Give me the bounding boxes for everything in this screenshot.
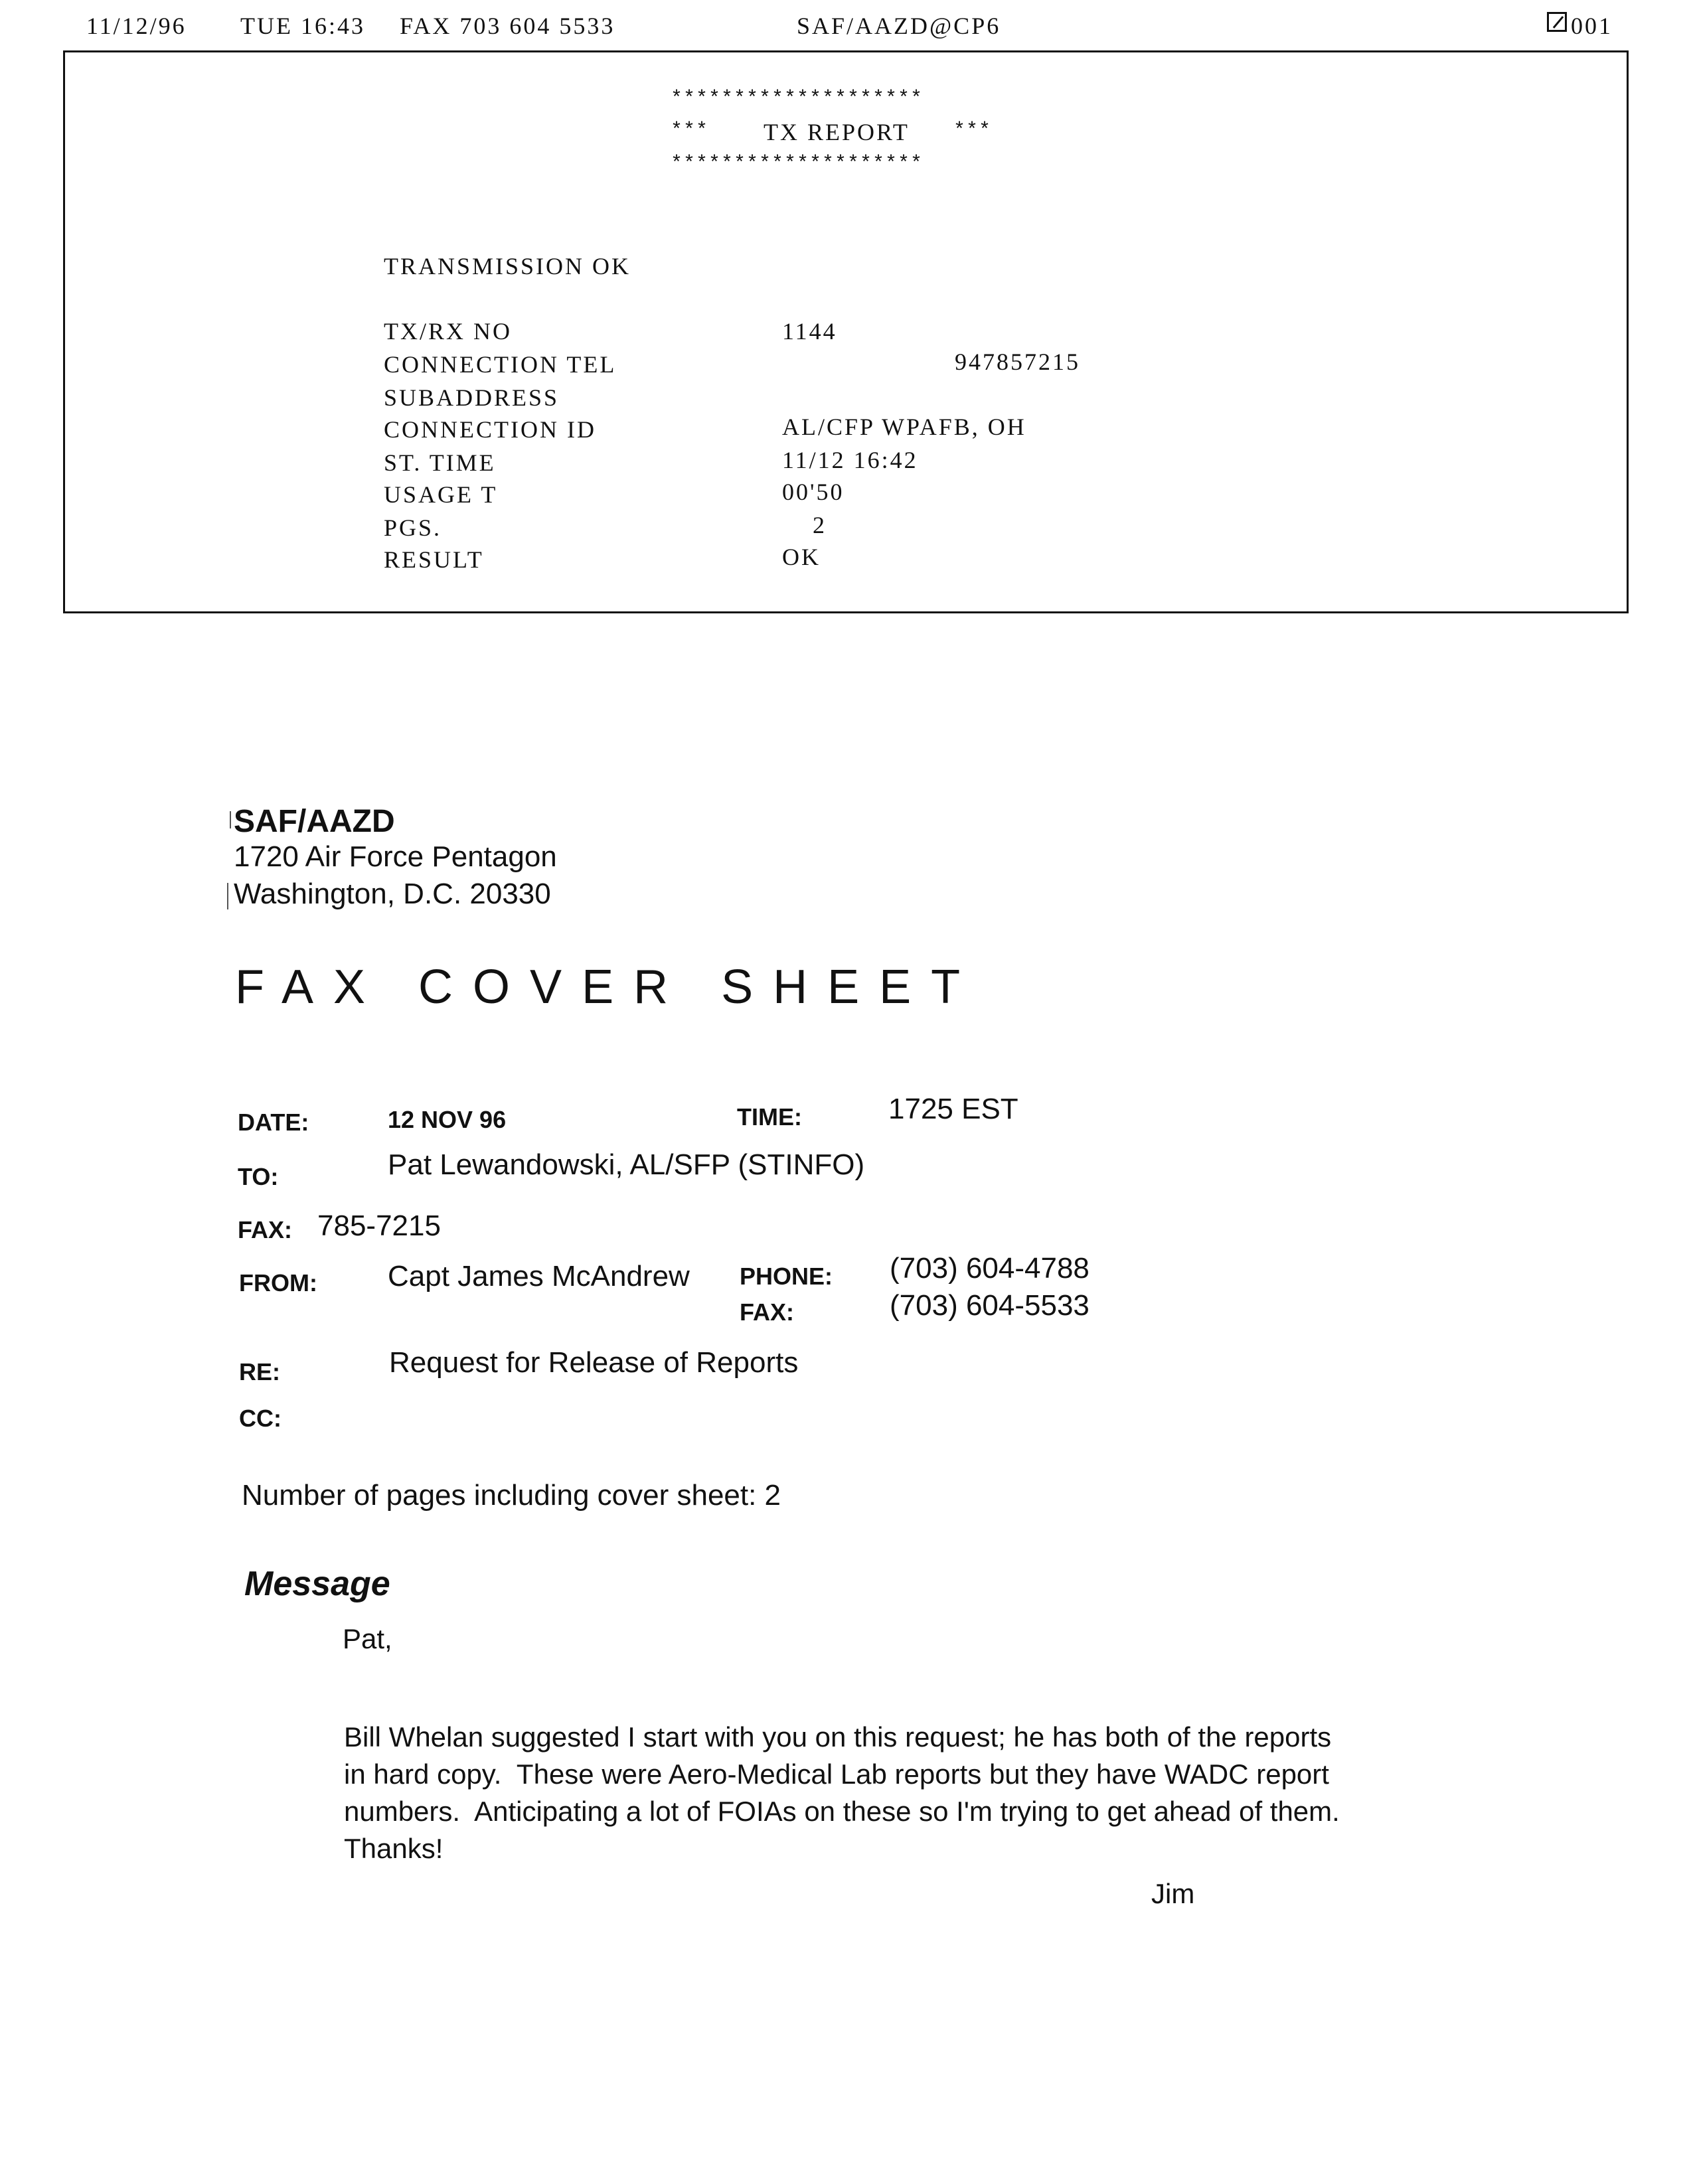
message-heading: Message <box>244 1565 390 1603</box>
tx-report-title-stars-right: *** <box>953 119 992 142</box>
tx-row-label: RESULT <box>384 546 484 573</box>
tx-row-value: 947857215 <box>955 349 1080 375</box>
message-line: numbers. Anticipating a lot of FOIAs on these so I'm trying to get ahead of them. <box>344 1796 1340 1827</box>
fax-label: FAX: <box>238 1216 293 1243</box>
fax-header-fax-number: FAX 703 604 5533 <box>400 13 615 39</box>
time-value: 1725 EST <box>888 1093 1018 1125</box>
sender-org: SAF/AAZD <box>234 804 395 839</box>
re-label: RE: <box>239 1358 280 1385</box>
tx-report-stars-top: ******************** <box>671 88 924 110</box>
fax-header-day-time: TUE 16:43 <box>240 13 365 39</box>
sender-address-line2: Washington, D.C. 20330 <box>234 878 551 910</box>
tx-report-title-stars-left: *** <box>671 119 709 142</box>
from-fax-value: (703) 604-5533 <box>890 1289 1089 1322</box>
tx-report-title: TX REPORT <box>764 119 910 145</box>
message-line: Thanks! <box>344 1833 443 1864</box>
tx-row-value: 11/12 16:42 <box>782 447 918 473</box>
re-value: Request for Release of Reports <box>389 1346 799 1379</box>
page-title: FAX COVER SHEET <box>235 961 981 1014</box>
tx-row-label: CONNECTION ID <box>384 416 596 443</box>
tx-row-value: 1144 <box>782 318 837 345</box>
tx-row-value: AL/CFP WPAFB, OH <box>782 414 1026 440</box>
fax-value: 785-7215 <box>317 1209 441 1242</box>
fax-header-page-no: 001 <box>1571 13 1613 39</box>
page-check-icon <box>1547 12 1567 32</box>
message-line: in hard copy. These were Aero-Medical Lab reports but they have WADC report <box>344 1758 1329 1790</box>
from-fax-label: FAX: <box>740 1298 795 1326</box>
tx-row-value: OK <box>782 544 821 570</box>
tx-row-label: SUBADDRESS <box>384 384 560 411</box>
fax-header-station: SAF/AAZD@CP6 <box>797 13 1001 39</box>
from-value: Capt James McAndrew <box>388 1260 690 1292</box>
tx-row-label: PGS. <box>384 514 442 541</box>
tx-row-value: 2 <box>813 512 827 538</box>
phone-label: PHONE: <box>740 1263 833 1290</box>
sender-address-line1: 1720 Air Force Pentagon <box>234 840 557 873</box>
time-label: TIME: <box>737 1103 802 1131</box>
page-count: Number of pages including cover sheet: 2 <box>242 1479 781 1512</box>
tx-row-label: CONNECTION TEL <box>384 351 617 378</box>
scan-mark <box>227 883 228 909</box>
date-value: 12 NOV 96 <box>388 1106 507 1133</box>
date-label: DATE: <box>238 1109 309 1136</box>
from-label: FROM: <box>239 1269 317 1296</box>
scan-mark <box>230 811 231 828</box>
tx-status: TRANSMISSION OK <box>384 253 631 279</box>
fax-header-date: 11/12/96 <box>86 13 187 39</box>
tx-report-stars-bottom: ******************** <box>671 153 924 175</box>
message-line: Bill Whelan suggested I start with you on this request; he has both of the reports <box>344 1721 1332 1753</box>
phone-value: (703) 604-4788 <box>890 1252 1089 1285</box>
message-greeting: Pat, <box>343 1623 392 1654</box>
cc-label: CC: <box>239 1405 282 1432</box>
tx-row-label: TX/RX NO <box>384 318 512 345</box>
message-signature: Jim <box>1151 1878 1195 1909</box>
tx-row-label: USAGE T <box>384 481 498 508</box>
to-value: Pat Lewandowski, AL/SFP (STINFO) <box>388 1148 865 1181</box>
to-label: TO: <box>238 1163 279 1190</box>
tx-row-label: ST. TIME <box>384 449 496 476</box>
tx-row-value: 00'50 <box>782 479 845 505</box>
